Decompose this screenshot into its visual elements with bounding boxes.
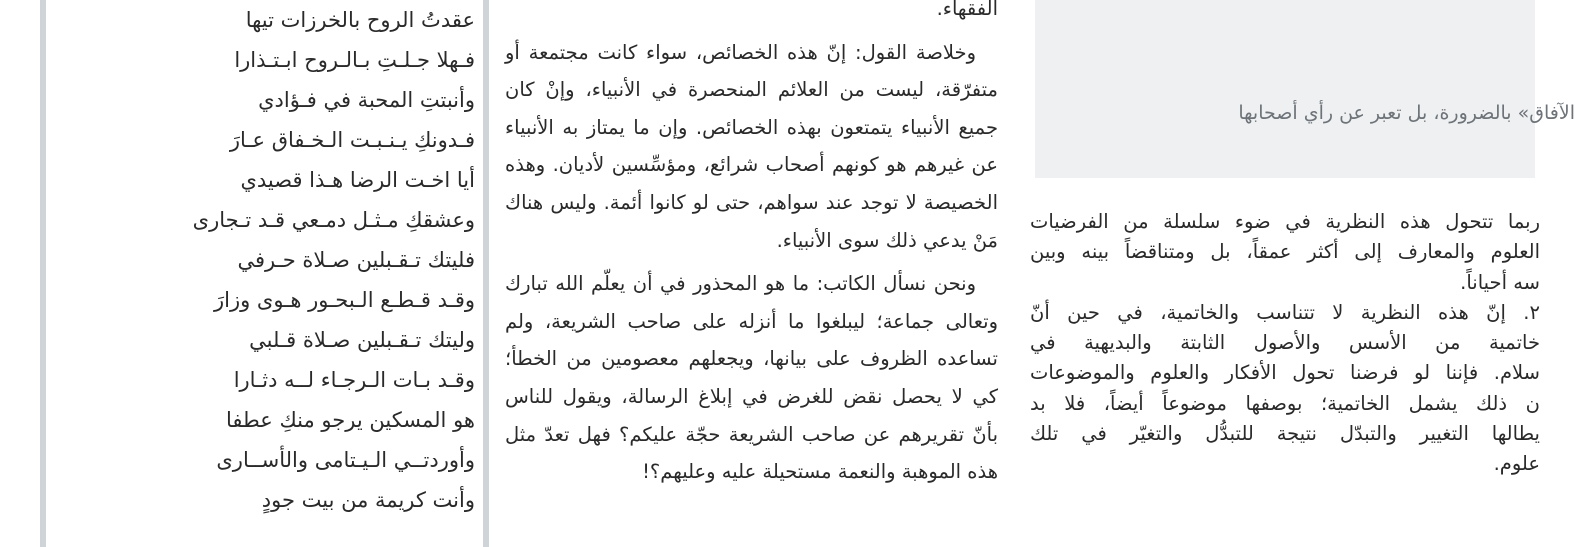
side-line: ن ذلك يشمل الخاتمية؛ بوصفها موضوعاً أيضاً، فلا بد [1030,391,1540,415]
poem-line: وأنبتتِ المحبة في فـؤادي [258,88,475,112]
article-column [505,0,998,497]
side-line: يطالها التغيير والتبدّل نتيجة للتبدُّل والتغيّر في تلك [1030,422,1540,446]
poem-line: هو المسكين يرجو منكِ عطفا [226,408,475,432]
poem-line: وقـد قـطـع الـبحـور هـوى وزارَ [214,288,475,312]
article-fragment: الفقهاء. [936,0,998,20]
poem-line: عقدتُ الروح بالخرزات تيها [245,8,475,32]
poem-line: فـهلا جـلـتِ بـالـروح ابـتـذارا [234,48,475,72]
article-paragraph: وخلاصة القول: إنّ هذه الخصائص، سواء كانت مجتمعة أو متفرّقة، ليست من العلائم المنحصرة في الأنبياء، وإنْ كان جميع الأنبياء يتمتعون بهذه الخصائص. وإن ما يمتاز به الأنبياء عن غيرهم هو كونهم أصحاب شرائع، ومؤسِّسين لأديان. وهذه الخصيصة لا توجد عند سواهم، حتى لو كانوا أئمة. وليس هناك مَنْ يدعي ذلك سوى الأنبياء. [505,40,998,252]
side-line: ٢. إنّ هذه النظرية لا تتناسب والخاتمية، في حين أنّ [1030,300,1540,324]
poem-line: وليتك تـقـبلين صـلاة قـلبي [249,328,475,352]
poem-line: فليتك تـقـبلين صـلاة حـرفي [237,248,475,272]
poem-line: وقـد بـات الـرجـاء لــه دثـارا [233,368,475,392]
poem-line: وعشقكِ مـثـل دمـعي قـد تـجارى [192,208,475,232]
side-line: ربما تتحول هذه النظرية في ضوء سلسلة من الفرضيات [1030,210,1540,233]
column-divider-middle [483,0,489,547]
side-line: علوم. [1493,452,1540,476]
pull-quote-box [1035,0,1575,178]
side-line: سه أحياناً. [1460,270,1540,294]
poem-column [150,0,475,520]
poem-line: أيا اخـت الرضا هـذا قصيدي [240,168,475,192]
article-paragraph: ونحن نسأل الكاتب: ما هو المحذور في أن يعلّم الله تبارك وتعالى جماعة؛ ليبلغوا ما أنزله على صاحب الشريعة، ولم تساعده الظروف على بيانها، ويجعلهم معصومين من الخطأ؛ كي لا يحصل نقض للغرض في إبلاغ الرسالة، ويقول للناس بأنّ تقريرهم عن صاحب الشريعة حجّة عليكم؟ فهل تعدّ مثل هذه الموهبة والنعمة مستحيلة عليه وعليهم؟! [505,272,998,484]
poem-line: وأوردتــي الـيـتامى والأســارى [216,448,475,472]
side-body [1030,207,1540,480]
side-line: خاتمية من الأسس والأصول الثابتة والبديهية في [1030,331,1540,355]
side-line: العلوم والمعارف إلى أكثر عمقاً، بل ومتناقضاً بينه وبين [1030,240,1540,264]
column-divider-left [40,0,46,547]
article-body [505,0,998,491]
pull-quote-text: الآفاق» بالضرورة، بل تعبر عن رأي أصحابها [1238,102,1575,124]
poem-line: وأنت كريمة من بيت جودٍ [261,488,475,512]
side-line: سلام. فإننا لو فرضنا تحول الأفكار والعلوم والموضوعات [1030,361,1540,385]
poem-line: فـدونكِ يـنـبـت الـخـفاق عـارَ [229,128,475,152]
side-column [1030,0,1575,547]
